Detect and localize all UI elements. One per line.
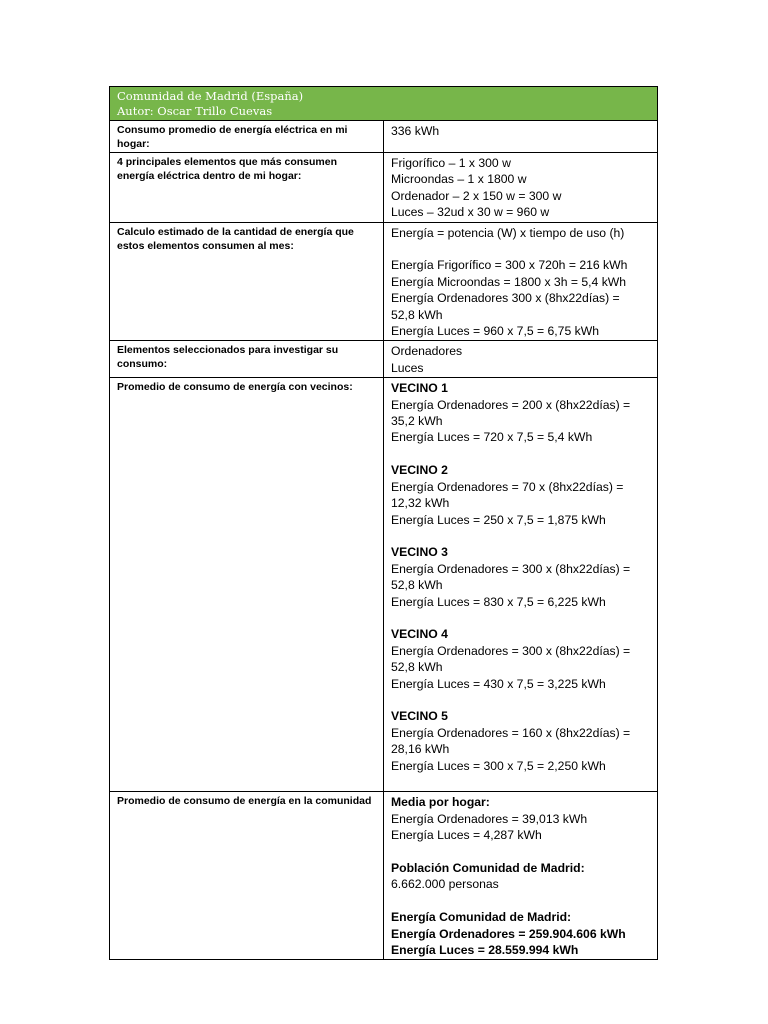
value-line: Energía Ordenadores 300 x (8hx22días) = [391,291,620,306]
value-line: VECINO 2 [391,463,448,478]
value-line: Energía Luces = 4,287 kWh [391,828,542,843]
value-line: Luces – 32ud x 30 w = 960 w [391,205,550,220]
row-label: 4 principales elementos que más consumen energía eléctrica dentro de mi hogar: [110,153,384,223]
value-line [391,692,650,708]
value-line: Microondas – 1 x 1800 w [391,172,527,187]
table-row [110,378,658,792]
value-line: 35,2 kWh [391,414,443,429]
value-line: Población Comunidad de Madrid: [391,860,585,875]
value-line: Energía Ordenadores = 259.904.606 kWh [391,926,626,941]
row-value [384,222,658,341]
value-line [391,893,650,909]
row-label: Consumo promedio de energía eléctrica en mi hogar: [110,121,384,153]
value-line: 6.662.000 personas [391,877,499,892]
value-line: 52,8 kWh [391,578,443,593]
row-value [384,153,658,223]
value-line: Energía Frigorífico = 300 x 720h = 216 kWh [391,258,628,273]
energy-table [109,86,658,960]
value-line: 52,8 kWh [391,660,443,675]
table-row [110,153,658,223]
row-value [384,378,658,792]
table-row [110,121,658,153]
value-line: Energía Luces = 960 x 7,5 = 6,75 kWh [391,324,599,339]
row-value [384,121,658,153]
value-line: 336 kWh [391,124,440,138]
value-line: Energía Ordenadores = 160 x (8hx22días) = [391,725,631,740]
row-label: Elementos seleccionados para investigar su consumo: [110,341,384,378]
document-title: Comunidad de Madrid (España) [117,89,304,103]
table-body [110,87,658,960]
row-value [384,341,658,378]
value-line: Luces [391,360,424,375]
value-line: 52,8 kWh [391,307,443,322]
table-row [110,792,658,960]
value-line: Media por hogar: [391,795,490,810]
value-line: Energía Ordenadores = 300 x (8hx22días) = [391,643,631,658]
value-line [391,528,650,544]
value-line: Ordenadores [391,344,463,359]
value-line: VECINO 1 [391,381,448,396]
value-line: Energía Luces = 250 x 7,5 = 1,875 kWh [391,512,606,527]
value-line [391,610,650,626]
value-line [391,844,650,860]
value-line [391,241,650,257]
value-line [391,774,650,790]
value-line: 28,16 kWh [391,742,450,757]
value-line: Frigorífico – 1 x 300 w [391,156,511,170]
value-line: VECINO 5 [391,709,448,724]
value-line: Energía Microondas = 1800 x 3h = 5,4 kWh [391,274,627,289]
value-line: 12,32 kWh [391,496,450,511]
value-line: Energía Luces = 720 x 7,5 = 5,4 kWh [391,430,593,445]
row-label: Calculo estimado de la cantidad de energía que estos elementos consumen al mes: [110,222,384,341]
document-author: Autor: Oscar Trillo Cuevas [117,104,273,118]
value-line: VECINO 3 [391,545,448,560]
header-cell [110,87,658,121]
table-row [110,222,658,341]
value-line: Energía Ordenadores = 39,013 kWh [391,811,588,826]
row-label: Promedio de consumo de energía con vecinos: [110,378,384,792]
value-line: Energía Comunidad de Madrid: [391,910,572,925]
value-line: Energía Ordenadores = 70 x (8hx22días) = [391,479,624,494]
value-line: Energía Luces = 300 x 7,5 = 2,250 kWh [391,758,606,773]
value-line: Energía Luces = 430 x 7,5 = 3,225 kWh [391,676,606,691]
row-value [384,792,658,960]
value-line: Energía Luces = 830 x 7,5 = 6,225 kWh [391,594,606,609]
value-line: Energía Luces = 28.559.994 kWh [391,942,579,957]
value-line: Energía Ordenadores = 200 x (8hx22días) = [391,397,631,412]
header-row [110,87,658,121]
row-label: Promedio de consumo de energía en la comunidad [110,792,384,960]
table-row [110,341,658,378]
value-line: Energía = potencia (W) x tiempo de uso (h) [391,225,625,240]
value-line: Ordenador – 2 x 150 w = 300 w [391,188,562,203]
value-line [391,446,650,462]
value-line: VECINO 4 [391,627,448,642]
value-line: Energía Ordenadores = 300 x (8hx22días) = [391,561,631,576]
